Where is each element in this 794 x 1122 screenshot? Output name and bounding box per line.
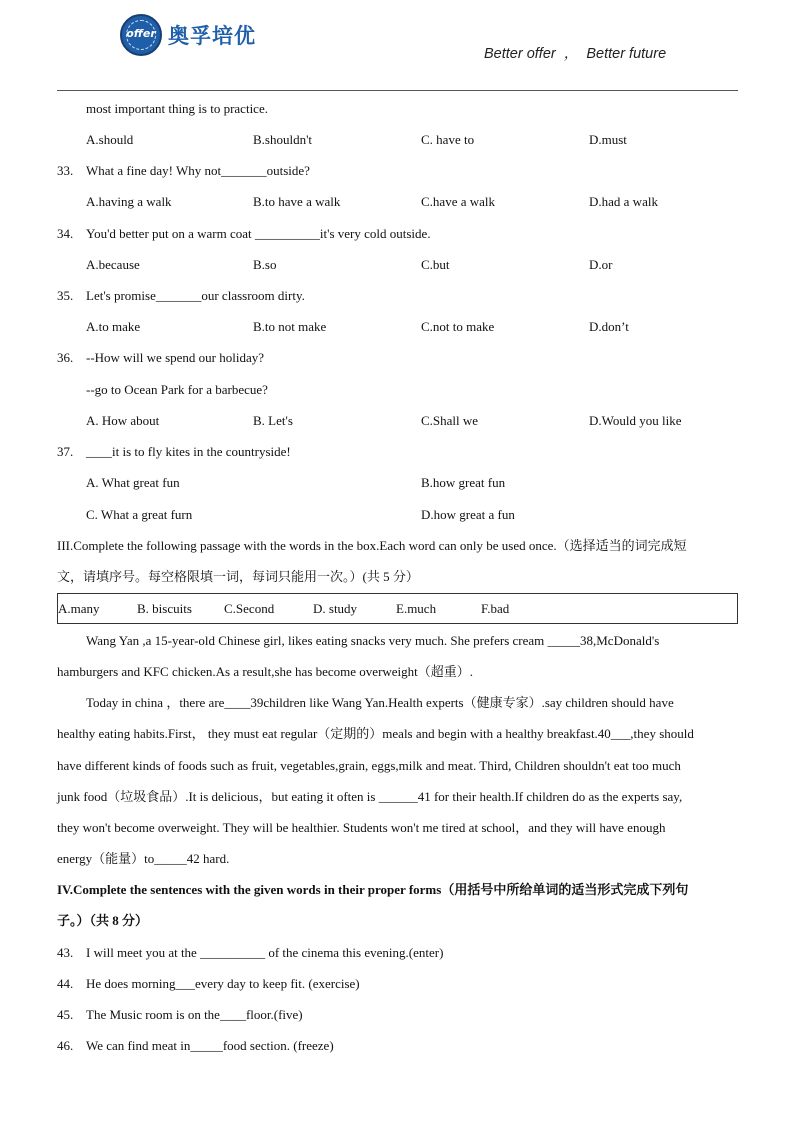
section3-title-line1: III.Complete the following passage with the words in the box.Each word can only be used once.（选择适当的词完成短: [57, 538, 687, 553]
q36-option-d: D.Would you like: [589, 413, 682, 428]
q44-number: 44.: [57, 976, 74, 991]
q36-number: 36.: [57, 350, 74, 365]
passage-line: hamburgers and KFC chicken.As a result,she has become overweight（超重）.: [57, 664, 474, 679]
q35-option-d: D.don’t: [589, 319, 629, 334]
word-box-item: A.many: [58, 601, 100, 616]
passage-line: Today in china ，there are____39children like Wang Yan.Health experts（健康专家）.say children should have: [86, 695, 674, 710]
section4-title-line2: 子。）（共 8 分）: [57, 913, 149, 928]
word-box: [57, 593, 738, 624]
q33-option-a: A.having a walk: [86, 194, 172, 209]
q35-option-a: A.to make: [86, 319, 141, 334]
q33-option-b: B.to have a walk: [253, 194, 341, 209]
q36-option-c: C.Shall we: [421, 413, 479, 428]
q36-text-2: --go to Ocean Park for a barbecue?: [86, 382, 268, 397]
q36-text: --How will we spend our holiday?: [86, 350, 264, 365]
passage-line: healthy eating habits.First， they must eat regular（定期的）meals and begin with a healthy breakfast.40___,they should: [57, 726, 694, 741]
q32-option-b: B.shouldn't: [253, 132, 313, 147]
q34-option-c: C.but: [421, 257, 450, 272]
q32-option-a: A.should: [86, 132, 134, 147]
q37-option-b: B.how great fun: [421, 475, 506, 490]
q37-option-d: D.how great a fun: [421, 507, 515, 522]
q33-option-d: D.had a walk: [589, 194, 658, 209]
passage-line: Wang Yan ,a 15-year-old Chinese girl, likes eating snacks very much. She prefers cream _____38,McDonald's: [86, 633, 660, 648]
q37-text: ____it is to fly kites in the countryside!: [86, 444, 291, 459]
q36-option-a: A. How about: [86, 413, 160, 428]
q34-number: 34.: [57, 226, 74, 241]
q45-text: The Music room is on the____floor.(five): [86, 1007, 303, 1022]
word-box-item: D. study: [313, 601, 358, 616]
brand-name: 奥孚培优: [168, 24, 256, 48]
q36-option-b: B. Let's: [253, 413, 293, 428]
passage-line: energy（能量）to_____42 hard.: [57, 851, 230, 866]
word-box-item: E.much: [396, 601, 437, 616]
q35-text: Let's promise_______our classroom dirty.: [86, 288, 305, 303]
q34-text: You'd better put on a warm coat __________it's very cold outside.: [86, 226, 431, 241]
header-slogan: Better offer ， Better future: [484, 46, 667, 62]
q33-text: What a fine day! Why not_______outside?: [86, 163, 310, 178]
q32-continuation: most important thing is to practice.: [86, 101, 268, 116]
q33-number: 33.: [57, 163, 74, 178]
q46-number: 46.: [57, 1038, 74, 1053]
q46-text: We can find meat in_____food section. (freeze): [86, 1038, 334, 1053]
q45-number: 45.: [57, 1007, 74, 1022]
q35-option-b: B.to not make: [253, 319, 327, 334]
q32-option-d: D.must: [589, 132, 627, 147]
q43-number: 43.: [57, 945, 74, 960]
header-divider: [57, 90, 738, 91]
word-box-item: B. biscuits: [137, 601, 192, 616]
section4-title-line1: IV.Complete the sentences with the given words in their proper forms（用括号中所给单词的适当形式完成下列句: [57, 882, 689, 897]
q32-option-c: C. have to: [421, 132, 475, 147]
passage-line: junk food（垃圾食品）.It is delicious，but eating it often is ______41 for their health.If children do as the experts say,: [57, 789, 683, 804]
q37-option-a: A. What great fun: [86, 475, 180, 490]
word-box-item: F.bad: [481, 601, 510, 616]
q34-option-d: D.or: [589, 257, 613, 272]
q43-text: I will meet you at the __________ of the cinema this evening.(enter): [86, 945, 444, 960]
q37-option-c: C. What a great furn: [86, 507, 193, 522]
q34-option-b: B.so: [253, 257, 277, 272]
word-box-item: C.Second: [224, 601, 275, 616]
q35-option-c: C.not to make: [421, 319, 495, 334]
passage-line: they won't become overweight. They will be healthier. Students won't me tired at school，and they will have enough: [57, 820, 666, 835]
q44-text: He does morning___every day to keep fit. (exercise): [86, 976, 360, 991]
q34-option-a: A.because: [86, 257, 140, 272]
page-header: [0, 0, 794, 92]
section3-title-line2: 文，请填序号。每空格限填一词，每词只能用一次。）(共 5 分）: [57, 569, 419, 584]
q35-number: 35.: [57, 288, 74, 303]
passage-line: have different kinds of foods such as fruit, vegetables,grain, eggs,milk and meat. Third, Children shouldn't eat too much: [57, 758, 681, 773]
offer-logo-icon: [120, 14, 162, 56]
q37-number: 37.: [57, 444, 74, 459]
q33-option-c: C.have a walk: [421, 194, 496, 209]
logo-word: offer: [126, 27, 156, 40]
